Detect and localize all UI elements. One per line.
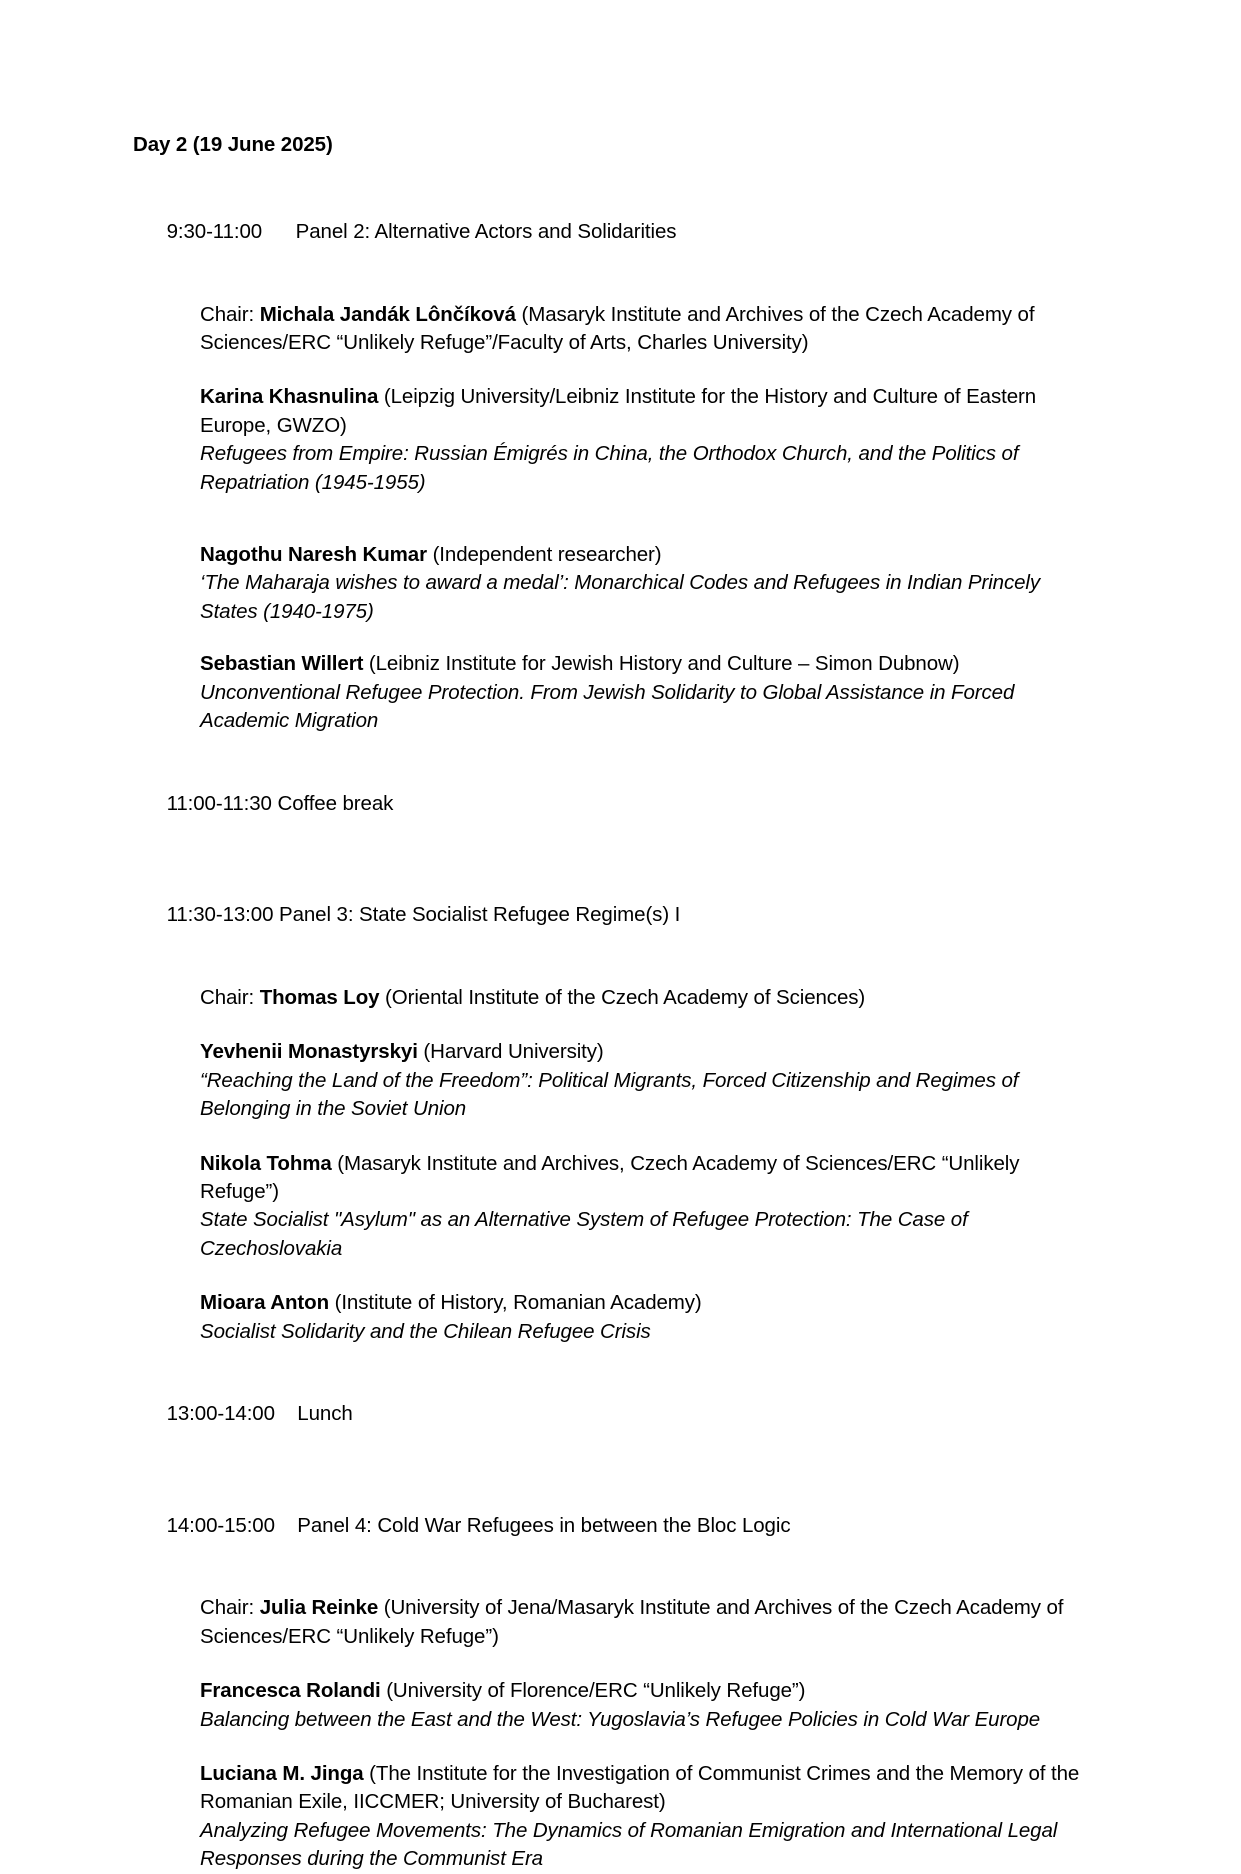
chair-prefix: Chair: — [200, 985, 260, 1009]
speaker-name: Nagothu Naresh Kumar — [200, 543, 427, 567]
speaker-affiliation: (Institute of History, Romanian Academy) — [329, 1291, 702, 1315]
speaker-entry-willert — [133, 650, 1101, 735]
slot-time: 14:00-15:00 — [166, 1513, 275, 1537]
slot-separator — [262, 220, 296, 243]
speaker-entry-tohma — [133, 1150, 1101, 1264]
chair-name: Michala Jandák Lônčíková — [259, 302, 516, 326]
schedule-slot-panel-3 — [133, 873, 1101, 958]
speaker-affiliation: (Leipzig University/Leibniz Institute for the History and Culture of Eastern Europe, GWZO) — [200, 385, 1037, 437]
paper-title: State Socialist "Asylum" as an Alternative System of Refugee Protection: The Case of Czechoslovakia — [200, 1208, 968, 1260]
speaker-name: Sebastian Willert — [200, 652, 364, 676]
speaker-name: Yevhenii Monastyrskyi — [200, 1040, 418, 1064]
chair-affiliation: (Oriental Institute of the Czech Academy of Sciences) — [379, 985, 866, 1009]
chair-prefix: Chair: — [200, 1596, 260, 1620]
page-title: Day 2 (19 June 2025) — [133, 133, 333, 156]
speaker-entry-khasnulina — [133, 383, 1101, 497]
schedule-slot-panel-2 — [133, 189, 1101, 274]
slot-time: 9:30-11:00 — [166, 219, 263, 243]
speaker-name: Nikola Tohma — [200, 1151, 332, 1175]
speaker-affiliation: (Independent researcher) — [426, 543, 662, 567]
conference-programme — [133, 131, 1101, 1874]
paper-title: Balancing between the East and the West: Yugoslavia’s Refugee Policies in Cold War Europe — [200, 1707, 1041, 1731]
paper-title: Unconventional Refugee Protection. From Jewish Solidarity to Global Assistance in Forced Academic Migration — [200, 680, 1015, 733]
schedule-slot-panel-4 — [133, 1483, 1101, 1568]
speaker-name: Francesca Rolandi — [200, 1679, 381, 1703]
slot-label: Panel 3: State Socialist Refugee Regime(s) I — [279, 903, 681, 927]
chair-affiliation: (Masaryk Institute and Archives of the Czech Academy of Sciences/ERC “Unlikely Refuge”/Faculty of Arts, Charles University) — [200, 302, 1035, 355]
speaker-affiliation: (University of Florence/ERC “Unlikely Refuge”) — [380, 1679, 806, 1703]
slot-separator — [275, 1514, 297, 1537]
slot-time: 13:00-14:00 — [166, 1402, 275, 1426]
speaker-name: Luciana M. Jinga — [200, 1762, 364, 1786]
slot-label: Panel 4: Cold War Refugees in between the Bloc Logic — [297, 1513, 791, 1537]
paper-title: “Reaching the Land of the Freedom”: Political Migrants, Forced Citizenship and Regimes of Belonging in the Soviet Union — [200, 1068, 1019, 1121]
chair-name: Thomas Loy — [259, 985, 380, 1009]
paper-title: Socialist Solidarity and the Chilean Refugee Crisis — [200, 1319, 651, 1343]
speaker-entry-monastyrskyi — [133, 1038, 1101, 1123]
slot-time: 11:30-13:00 — [166, 903, 274, 927]
chair-affiliation: (University of Jena/Masaryk Institute and Archives of the Czech Academy of Sciences/ERC “Unlikely Refuge”) — [200, 1596, 1064, 1648]
speaker-name: Mioara Anton — [200, 1291, 330, 1315]
chair-prefix: Chair: — [200, 302, 260, 326]
schedule-slot-lunch — [133, 1372, 1101, 1457]
slot-label: Coffee break — [277, 791, 394, 815]
speaker-affiliation: (Harvard University) — [417, 1040, 604, 1064]
schedule-slot-coffee-break — [133, 762, 1101, 847]
speaker-entry-kumar — [133, 541, 1101, 626]
slot-label: Panel 2: Alternative Actors and Solidarities — [295, 219, 677, 243]
chair-entry-panel-2 — [133, 301, 1101, 358]
slot-separator — [275, 1402, 297, 1425]
speaker-affiliation: (The Institute for the Investigation of Communist Crimes and the Memory of the Romanian Exile, IICCMER; University of Bucharest) — [200, 1762, 1080, 1814]
paper-title: Analyzing Refugee Movements: The Dynamics of Romanian Emigration and International Legal Responses during the Communist Era — [200, 1818, 1058, 1871]
slot-label: Lunch — [297, 1402, 353, 1426]
chair-entry-panel-3 — [133, 984, 1101, 1012]
speaker-entry-anton — [133, 1289, 1101, 1346]
paper-title: Refugees from Empire: Russian Émigrés in China, the Orthodox Church, and the Politics of Repatriation (1945-1955) — [200, 442, 1019, 494]
slot-time: 11:00-11:30 — [166, 791, 272, 815]
speaker-entry-rolandi — [133, 1677, 1101, 1734]
speaker-name: Karina Khasnulina — [200, 385, 379, 409]
chair-name: Julia Reinke — [259, 1596, 379, 1620]
speaker-affiliation: (Leibniz Institute for Jewish History and Culture – Simon Dubnow) — [363, 652, 960, 676]
paper-title: ‘The Maharaja wishes to award a medal’: Monarchical Codes and Refugees in Indian Princely States (1940-1975) — [200, 571, 1041, 623]
speaker-entry-jinga — [133, 1760, 1101, 1874]
speaker-affiliation: (Masaryk Institute and Archives, Czech Academy of Sciences/ERC “Unlikely Refuge”) — [200, 1151, 1020, 1203]
chair-entry-panel-4 — [133, 1594, 1101, 1651]
